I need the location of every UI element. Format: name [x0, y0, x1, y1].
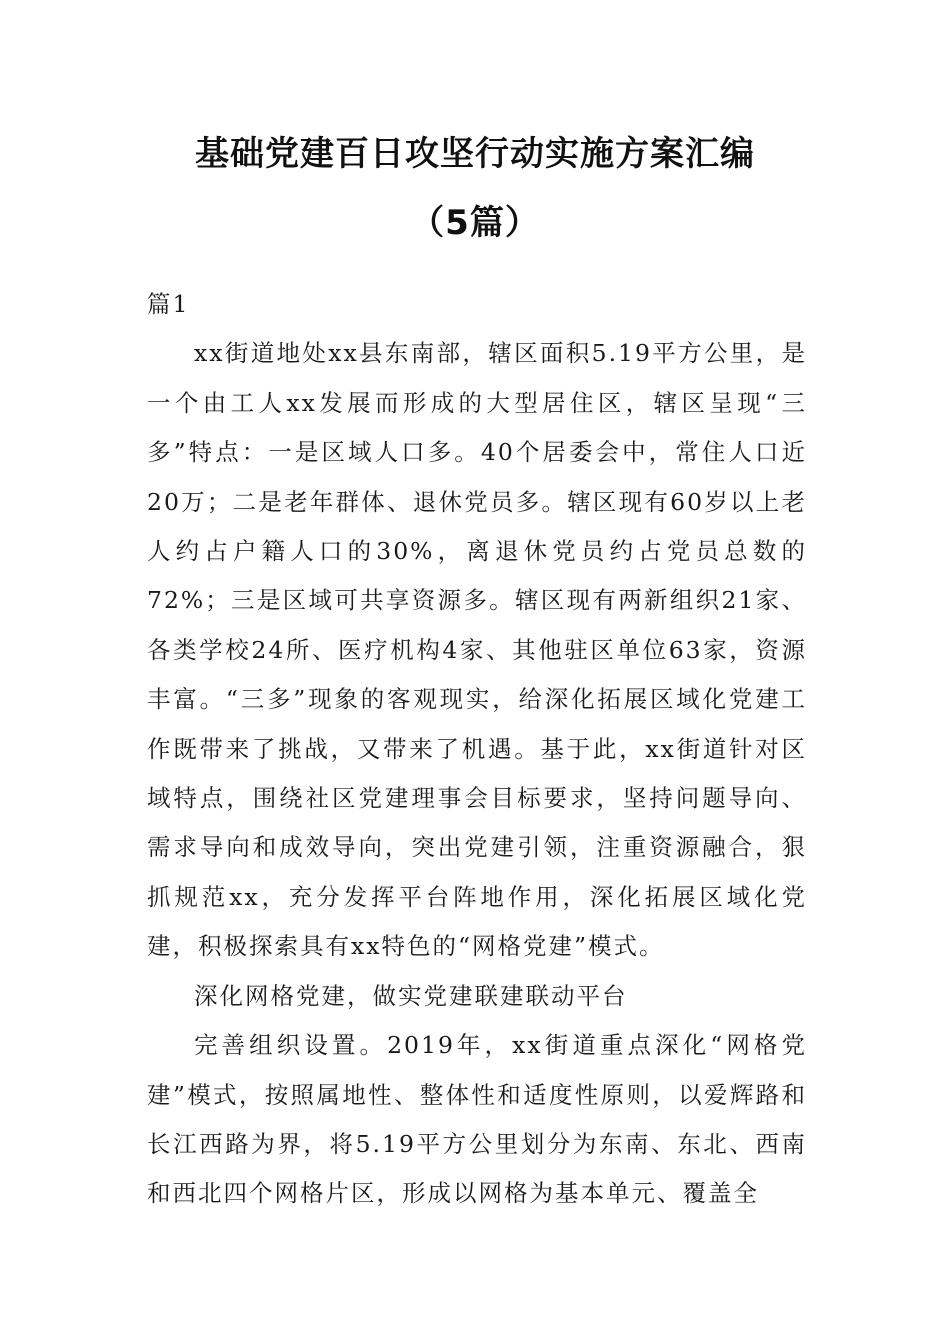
section-label: 篇1 [147, 290, 190, 318]
document-subtitle: （5篇） [410, 203, 540, 243]
paragraph-intro: xx街道地处xx县东南部，辖区面积5.19平方公里，是一个由工人xx发展而形成的大型居住区，辖区呈现“三多”特点：一是区域人口多。40个居委会中，常住人口近20万；二是老年群体、退休党员多。辖区现有60岁以上老人约占户籍人口的30%，离退休党员约占党员总数的72%；三是区域可共享资源多。辖区现有两新组织21家、各类学校24所、医疗机构4家、其他驻区单位63家，资源丰富。“三多”现象的客观现实，给深化拓展区域化党建工作既带来了挑战，又带来了机遇。基于此，xx街道针对区域特点，围绕社区党建理事会目标要求，坚持问题导向、需求导向和成效导向，突出党建引领，注重资源融合，狠抓规范xx，充分发挥平台阵地作用，深化拓展区域化党建，积极探索具有xx特色的“网格党建”模式。 [147, 339, 807, 961]
document-body [147, 280, 807, 1219]
paragraph-heading: 深化网格党建，做实党建联建联动平台 [194, 981, 628, 1010]
paragraph-organization: 完善组织设置。2019年，xx街道重点深化“网格党建”模式，按照属地性、整体性和适度性原则，以爱辉路和长江西路为界，将5.19平方公里划分为东南、东北、西南和西北四个网格片区，形成以网格为基本单元、覆盖全 [147, 1031, 807, 1208]
document-title: 基础党建百日攻坚行动实施方案汇编 [195, 134, 755, 174]
